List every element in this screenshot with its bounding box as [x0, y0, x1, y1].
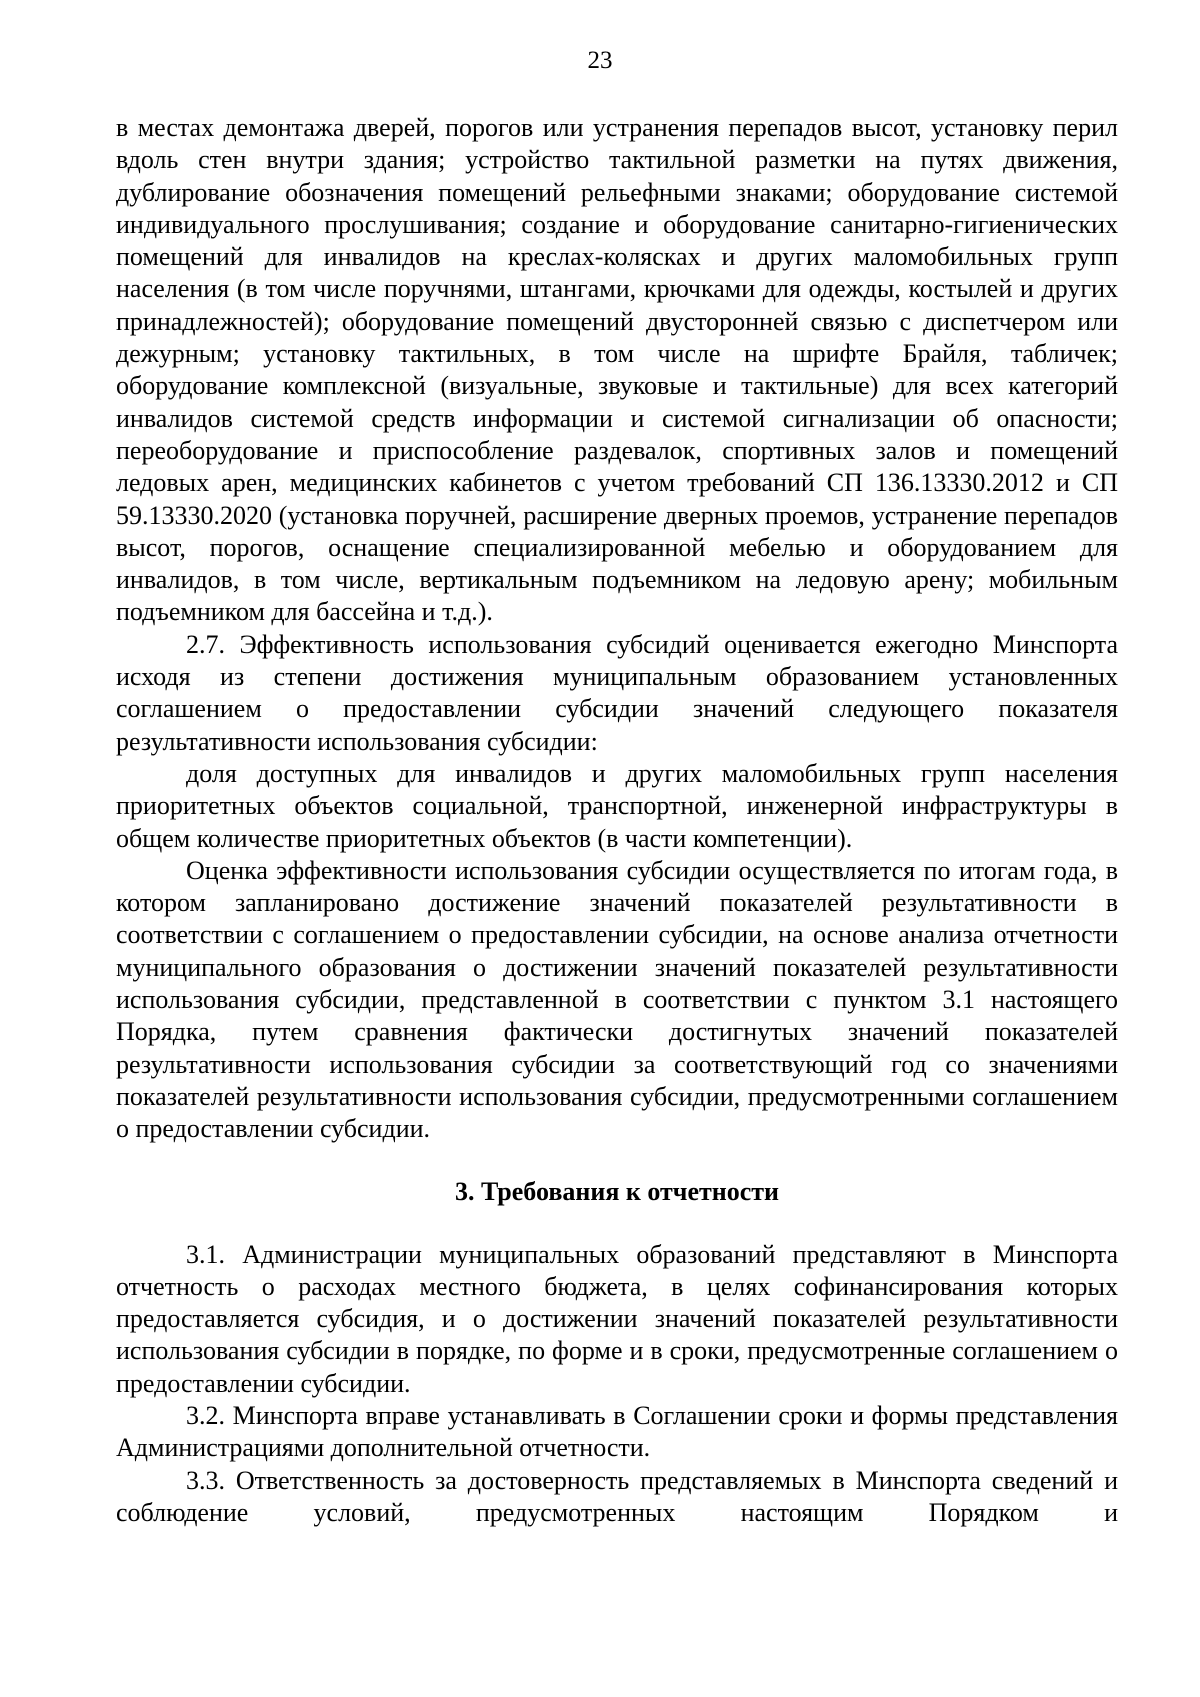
- paragraph-evaluation: Оценка эффективности использования субсидии осуществляется по итогам года, в котором запланировано достижение значений показателей результативности в соответствии с соглашением о предоставлении субсидии, на основе анализа отчетности муниципального образования о достижении значений показателей результативности использования субсидии, представленной в соответствии с пунктом 3.1 настоящего Порядка, путем сравнения фактически достигнутых значений показателей результативности использования субсидии за соответствующий год со значениями показателей результативности использования субсидии, предусмотренными соглашением о предоставлении субсидии.: [116, 855, 1118, 1144]
- paragraph-3-1: 3.1. Администрации муниципальных образований представляют в Минспорта отчетность о расходах местного бюджета, в целях софинансирования которых предоставляется субсидия, и о достижении значений показателей результативности использования субсидии в порядке, по форме и в сроки, предусмотренные соглашением о предоставлении субсидии.: [116, 1239, 1118, 1398]
- paragraph-2-7: 2.7. Эффективность использования субсидий оценивается ежегодно Минспорта исходя из степени достижения муниципальным образованием установленных соглашением о предоставлении субсидии значений следующего показателя результативности использования субсидии:: [116, 629, 1118, 756]
- paragraph-3-2: 3.2. Минспорта вправе устанавливать в Соглашении сроки и формы представления Администрациями дополнительной отчетности.: [116, 1400, 1118, 1463]
- paragraph-indicator: доля доступных для инвалидов и других маломобильных групп населения приоритетных объектов социальной, транспортной, инженерной инфраструктуры в общем количестве приоритетных объектов (в части компетенции).: [116, 758, 1118, 853]
- page-number: 23: [587, 47, 613, 74]
- document-body: [116, 112, 1118, 1529]
- section-heading: 3. Требования к отчетности: [454, 1176, 780, 1206]
- paragraph-continuation: в местах демонтажа дверей, порогов или устранения перепадов высот, установку перил вдоль стен внутри здания; устройство тактильной разметки на путях движения, дублирование обозначения помещений рельефными знаками; оборудование системой индивидуального прослушивания; создание и оборудование санитарно-гигиенических помещений для инвалидов на креслах-колясках и других маломобильных групп населения (в том числе поручнями, штангами, крючками для одежды, костылей и других принадлежностей); оборудование помещений двусторонней связью с диспетчером или дежурным; установку тактильных, в том числе на шрифте Брайля, табличек; оборудование комплексной (визуальные, звуковые и тактильные) для всех категорий инвалидов системой средств информации и системой сигнализации об опасности; переоборудование и приспособление раздевалок, спортивных залов и помещений ледовых арен, медицинских кабинетов с учетом требований СП 136.13330.2012 и СП 59.13330.2020 (установка поручней, расширение дверных проемов, устранение перепадов высот, порогов, оснащение специализированной мебелью и оборудованием для инвалидов, в том числе, вертикальным подъемником на ледовую арену; мобильным подъемником для бассейна и т.д.).: [116, 113, 1118, 627]
- paragraph-3-3: 3.3. Ответственность за достоверность представляемых в Минспорта сведений и соблюдение условий, предусмотренных настоящим Порядком и: [116, 1465, 1118, 1527]
